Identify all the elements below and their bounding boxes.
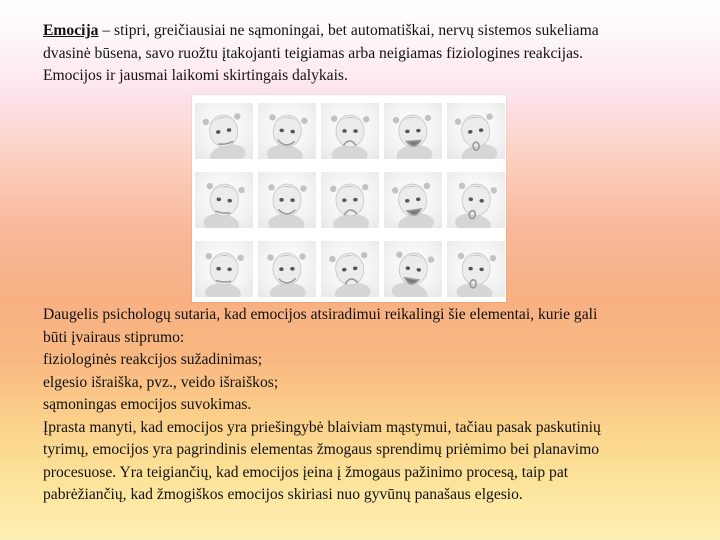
body-line: Įprasta manyti, kad emocijos yra priešingybė blaiviam mąstymui, tačiau pasak paskutinių — [43, 418, 601, 436]
elements-paragraph — [43, 304, 703, 507]
expression-photo-joyful — [447, 241, 505, 297]
term-emocija: Emocija — [43, 22, 99, 39]
expression-photo-head-tilt — [384, 241, 442, 297]
body-line: procesuose. Yra teigiančių, kad emocijos įeina į žmogaus pažinimo procesą, taip pat — [43, 463, 569, 481]
definition-paragraph — [43, 20, 703, 88]
expression-photo-crying — [321, 103, 379, 159]
expression-photo-pointing — [195, 172, 253, 228]
body-line: Daugelis psichologų sutaria, kad emocijos atsiradimui reikalingi šie elementai, kurie gali — [43, 306, 598, 323]
expression-photo-happy — [321, 172, 379, 228]
body-line: elgesio išraiška, pvz., veido išraiškos; — [43, 373, 279, 391]
expression-photo-giggling — [447, 172, 505, 228]
body-line: tyrimų, emocijos yra pagrindinis elementas žmogaus sprendimų priėmimo bei planavimo — [43, 441, 600, 458]
expression-photo-grimacing — [258, 241, 316, 297]
definition-line-3: Emocijos ir jausmai laikomi skirtingais dalykais. — [43, 67, 348, 84]
definition-text: – stipri, greičiausiai ne sąmoningai, bet automatiškai, nervų sistemos sukeliama — [98, 22, 599, 39]
expression-photo-smiling — [258, 103, 316, 159]
body-line: sąmoningas emocijos suvokimas. — [43, 396, 252, 413]
expression-photo-tongue-out — [384, 172, 442, 228]
body-line: fiziologinės reakcijos sužadinimas; — [43, 351, 263, 368]
expression-photo-puzzled — [195, 241, 253, 297]
definition-line-2: dvasinė būsena, savo ruožtu įtakojanti teigiamas arba neigiamas fiziologines reakcijas. — [43, 44, 583, 62]
expression-photo-surprised — [447, 103, 505, 159]
expression-photo-thinking — [195, 103, 253, 159]
emotions-photo-grid — [192, 95, 506, 302]
expression-photo-pouting — [258, 172, 316, 228]
body-line: būti įvairaus stiprumo: — [43, 328, 185, 346]
definition-line-1 — [43, 20, 703, 43]
expression-photo-laughing — [384, 103, 442, 159]
body-line: pabrėžiančių, kad žmogiškos emocijos skiriasi nuo gyvūnų panašaus elgesio. — [43, 486, 523, 503]
expression-photo-hands-up — [321, 241, 379, 297]
